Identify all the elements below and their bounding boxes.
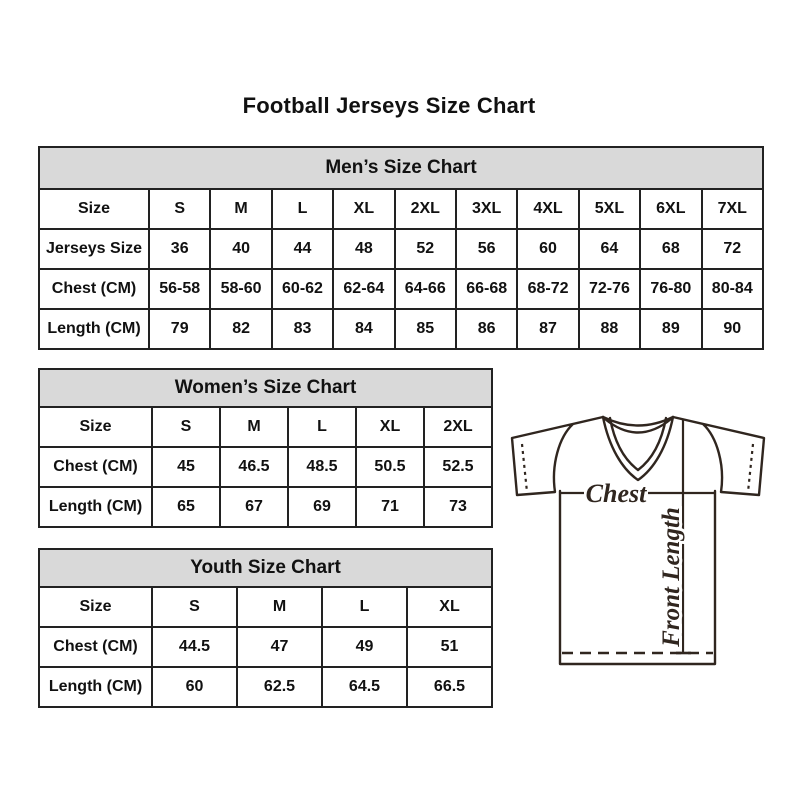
men-value-cell: 68 — [640, 229, 701, 269]
youth-table-row-1 — [39, 627, 492, 667]
women-value-cell: 69 — [288, 487, 356, 527]
youth-size-table — [38, 548, 493, 708]
men-value-cell: 85 — [395, 309, 456, 349]
women-value-cell: 65 — [152, 487, 220, 527]
men-value-cell: XL — [333, 189, 394, 229]
men-row-label-cell: Chest (CM) — [39, 269, 149, 309]
youth-row-label-cell: Size — [39, 587, 152, 627]
men-value-cell: 56 — [456, 229, 517, 269]
men-value-cell: 2XL — [395, 189, 456, 229]
women-row-label-cell: Size — [39, 407, 152, 447]
men-table-row-0 — [39, 189, 763, 229]
men-value-cell: 7XL — [702, 189, 763, 229]
men-value-cell: 64-66 — [395, 269, 456, 309]
youth-value-cell: M — [237, 587, 322, 627]
women-row-label-cell: Length (CM) — [39, 487, 152, 527]
women-value-cell: 46.5 — [220, 447, 288, 487]
men-value-cell: 60 — [517, 229, 578, 269]
youth-row-label-cell: Chest (CM) — [39, 627, 152, 667]
men-value-cell: 79 — [149, 309, 210, 349]
men-value-cell: 60-62 — [272, 269, 333, 309]
men-value-cell: 48 — [333, 229, 394, 269]
men-value-cell: 90 — [702, 309, 763, 349]
jersey-measurement-diagram — [505, 403, 770, 670]
men-value-cell: 6XL — [640, 189, 701, 229]
men-value-cell: 80-84 — [702, 269, 763, 309]
women-value-cell: 73 — [424, 487, 492, 527]
page-title: Football Jerseys Size Chart — [242, 93, 536, 118]
men-row-label-cell: Size — [39, 189, 149, 229]
left-cuff-dashed-line — [522, 444, 527, 492]
men-value-cell: 72 — [702, 229, 763, 269]
women-value-cell: S — [152, 407, 220, 447]
youth-table-title: Youth Size Chart — [39, 549, 492, 587]
youth-value-cell: 66.5 — [407, 667, 492, 707]
men-row-label-cell: Jerseys Size — [39, 229, 149, 269]
youth-table-row-2 — [39, 667, 492, 707]
men-value-cell: 36 — [149, 229, 210, 269]
men-value-cell: 76-80 — [640, 269, 701, 309]
youth-value-cell: S — [152, 587, 237, 627]
jersey-right-sleeve — [673, 417, 764, 495]
youth-value-cell: 47 — [237, 627, 322, 667]
men-value-cell: 64 — [579, 229, 640, 269]
youth-value-cell: 62.5 — [237, 667, 322, 707]
men-value-cell: 88 — [579, 309, 640, 349]
men-value-cell: 72-76 — [579, 269, 640, 309]
women-table-row-1 — [39, 447, 492, 487]
men-value-cell: 4XL — [517, 189, 578, 229]
men-value-cell: L — [272, 189, 333, 229]
front-length-label: Front Length — [658, 507, 685, 647]
youth-value-cell: 64.5 — [322, 667, 407, 707]
men-table-row-2 — [39, 269, 763, 309]
youth-row-label-cell: Length (CM) — [39, 667, 152, 707]
men-value-cell: 83 — [272, 309, 333, 349]
women-value-cell: 50.5 — [356, 447, 424, 487]
men-value-cell: 66-68 — [456, 269, 517, 309]
men-table-title: Men’s Size Chart — [39, 147, 763, 189]
youth-value-cell: 51 — [407, 627, 492, 667]
youth-value-cell: 49 — [322, 627, 407, 667]
men-value-cell: 5XL — [579, 189, 640, 229]
women-value-cell: 45 — [152, 447, 220, 487]
women-table-row-0 — [39, 407, 492, 447]
women-table-row-2 — [39, 487, 492, 527]
youth-value-cell: L — [322, 587, 407, 627]
youth-value-cell: XL — [407, 587, 492, 627]
men-value-cell: 86 — [456, 309, 517, 349]
men-value-cell: 44 — [272, 229, 333, 269]
jersey-body — [560, 491, 715, 664]
women-table-title: Women’s Size Chart — [39, 369, 492, 407]
men-table-row-3 — [39, 309, 763, 349]
women-row-label-cell: Chest (CM) — [39, 447, 152, 487]
women-value-cell: 52.5 — [424, 447, 492, 487]
men-value-cell: 58-60 — [210, 269, 271, 309]
men-value-cell: S — [149, 189, 210, 229]
men-value-cell: 62-64 — [333, 269, 394, 309]
men-value-cell: 89 — [640, 309, 701, 349]
youth-table-row-0 — [39, 587, 492, 627]
men-value-cell: 40 — [210, 229, 271, 269]
men-value-cell: 3XL — [456, 189, 517, 229]
women-value-cell: M — [220, 407, 288, 447]
men-value-cell: 56-58 — [149, 269, 210, 309]
men-table-row-1 — [39, 229, 763, 269]
mens-size-table — [38, 146, 764, 350]
youth-value-cell: 60 — [152, 667, 237, 707]
women-value-cell: 67 — [220, 487, 288, 527]
womens-size-table — [38, 368, 493, 528]
women-value-cell: 48.5 — [288, 447, 356, 487]
chest-label: Chest — [585, 479, 647, 508]
women-value-cell: 71 — [356, 487, 424, 527]
men-value-cell: 84 — [333, 309, 394, 349]
men-value-cell: 82 — [210, 309, 271, 349]
men-value-cell: M — [210, 189, 271, 229]
youth-value-cell: 44.5 — [152, 627, 237, 667]
men-row-label-cell: Length (CM) — [39, 309, 149, 349]
men-value-cell: 68-72 — [517, 269, 578, 309]
men-value-cell: 87 — [517, 309, 578, 349]
women-value-cell: XL — [356, 407, 424, 447]
men-value-cell: 52 — [395, 229, 456, 269]
women-value-cell: 2XL — [424, 407, 492, 447]
right-cuff-dashed-line — [748, 444, 753, 492]
women-value-cell: L — [288, 407, 356, 447]
